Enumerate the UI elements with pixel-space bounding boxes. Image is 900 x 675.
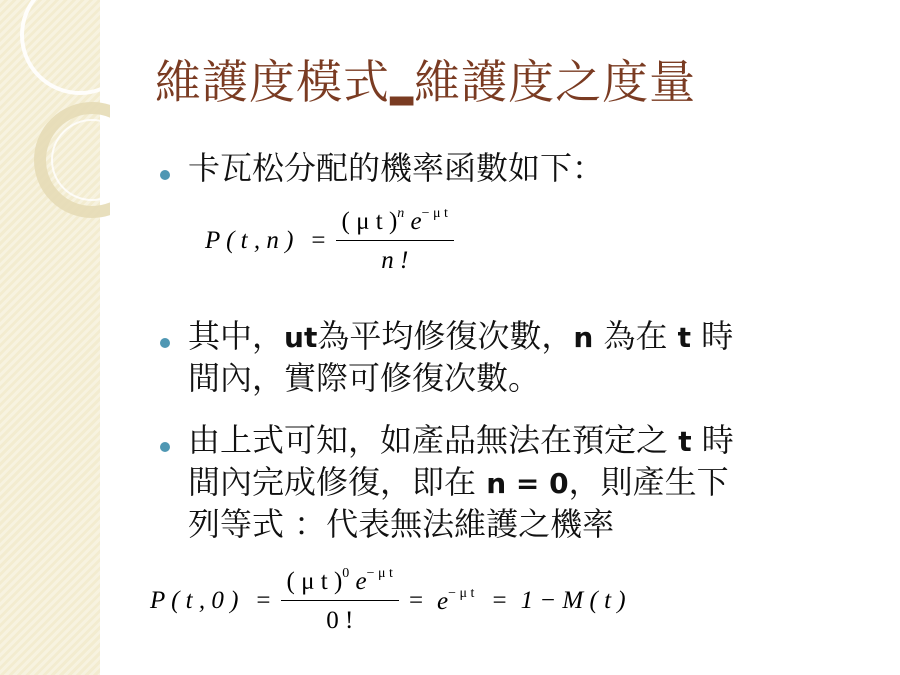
decorative-rings: [0, 0, 110, 240]
eq2-lhs: P ( t , 0 ): [150, 586, 239, 614]
bullet-dot: [160, 170, 170, 180]
eq2-equals-3: =: [492, 586, 507, 614]
equation-1: [205, 206, 464, 275]
bullet-3-text: 由上式可知，如產品無法在預定之 t 時 間內完成修復，即在 n = 0，則產生下 列等式 ：代表無法維護之機率: [188, 421, 734, 543]
eq2-numerator: ( μ t )$^0$ $e^{- \mu t}$: [281, 566, 399, 601]
bullet-2-text: 其中，ut為平均修復次數，n 為在 t 時 間內，實際可修復次數。: [188, 317, 734, 397]
bullet-dot: [160, 338, 170, 348]
bullet-1-text: 卡瓦松分配的機率函數如下：: [188, 149, 605, 187]
eq2-middle-term: $e^{- \mu t}$: [437, 585, 475, 615]
eq1-lhs: P ( t , n ): [205, 226, 294, 254]
eq1-equals: =: [311, 226, 326, 254]
bullet-dot: [160, 442, 170, 452]
eq2-rhs: 1 − M ( t ): [520, 586, 626, 614]
equation-2: [150, 566, 626, 635]
eq2-equals-2: =: [408, 586, 424, 614]
eq2-fraction: [281, 566, 399, 635]
eq1-denominator: n !: [381, 247, 409, 274]
eq2-denominator: 0 !: [326, 607, 354, 634]
bullet-3: [160, 420, 880, 545]
eq1-fraction: [336, 206, 454, 275]
slide-title: 維護度模式▂維護度之度量: [155, 55, 697, 109]
bullet-2: [160, 316, 880, 399]
bullet-1: [160, 148, 880, 189]
eq1-numerator: ( μ t )$^n$ $e^{- \mu t}$: [336, 206, 454, 241]
eq2-equals: =: [256, 586, 271, 614]
